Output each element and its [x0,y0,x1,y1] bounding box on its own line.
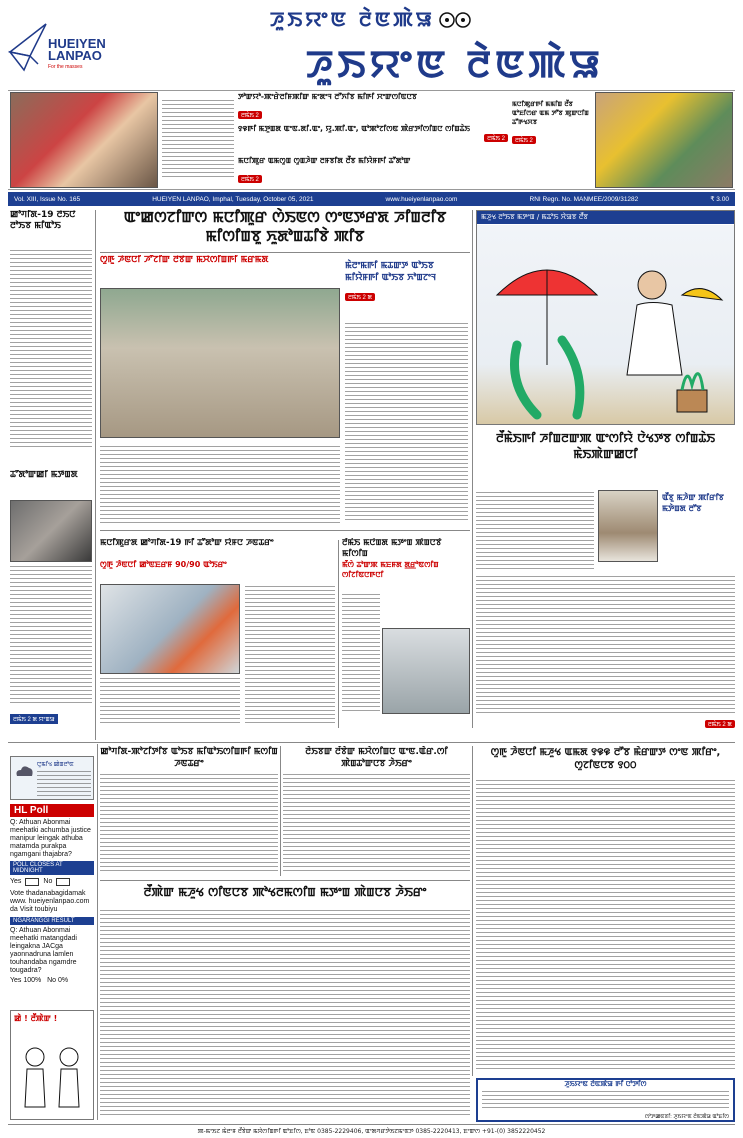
tagline: For the masses [48,64,83,70]
right-story-headline[interactable]: ꯂꯩꯃꯥꯏꯒꯤ ꯍꯤꯡꯂꯛꯄ ꯑꯦꯁꯤꯌꯥ ꯅꯥꯠꯇꯕ ꯁꯤꯡꯊꯥꯏ ꯃꯥꯏꯄꯥꯛꯀꯅꯤ [495,431,716,461]
poll-result-title: NGARANGGI RESULT [10,917,94,925]
poll-results [10,977,94,985]
poll-options [10,878,94,886]
bottom-story-3 [476,746,735,1076]
poll-no-label: No [43,878,53,885]
poll-closes: POLL CLOSES AT MIDNIGHT [10,861,94,875]
weather-cloud-icon [13,760,35,782]
lead-photo [100,288,340,438]
notice-box [476,1078,735,1122]
lead-side-box [345,260,470,320]
right-story-jump[interactable]: ꯂꯃꯥꯏ 2 ꯗ [705,720,735,728]
poll-result-question: Q: Athuan Abonmai meehatki matangdadi leingakna JACga yaonnadruna lamlen touhandaba ngamdre tougadra? [10,927,77,974]
bottom-story-2 [283,746,470,878]
top-stories [238,92,508,188]
top-right-photo [595,92,733,188]
poll-yes-label: Yes [10,878,22,885]
result-yes-pct: 100% [23,977,42,984]
left-photo [10,500,92,562]
left-jump[interactable]: ꯂꯃꯥꯏ 2 ꯗ ꯌꯦꯡꯎ [10,714,58,724]
bottom-left-cartoon [10,1010,94,1120]
middle-story-1-headline[interactable]: ꯃꯅꯤꯄꯨꯔꯗ ꯀꯣꯚꯤꯗ-19 ꯒꯤ ꯊꯧꯗꯣꯛ ꯌꯥꯝꯅ ꯍꯟꯊꯔꯦ [100,538,274,548]
top-right-story [512,100,592,184]
top-right-story-text[interactable]: ꯃꯅꯤꯄꯨꯔꯒꯤ ꯃꯃꯤꯡ ꯂꯩꯕ ꯑꯣꯐꯤꯁꯔ ꯑꯃ ꯇꯧꯕ ꯄꯨꯛꯅꯤꯡ ꯊꯧꯒꯠꯆꯕ [512,100,589,126]
bottom-left-title: ꯀꯥ ! ꯂꯩꯄꯥꯛ ! [14,1014,58,1023]
drone-photo [382,628,470,714]
middle-story-2-headline[interactable]: ꯂꯩꯃꯥꯏ ꯃꯅꯥꯡꯗ ꯃꯇꯦꯡ ꯄꯥꯡꯅꯕꯥ ꯃꯤꯁꯤꯡ [342,538,442,559]
col-divider-2 [472,210,473,728]
page-footer: ꯄ-ꯃꯦꯏꯖ ꯃꯥꯂꯦꯝ ꯂꯩꯕꯥꯛ ꯃꯆꯥꯁꯤꯡꯒꯤ ꯑꯣꯐꯤꯁ, ꯐꯣꯟ 0385-2229406, ꯑꯦꯗꯚꯔꯇꯥꯏꯖꯃꯦꯟꯇ 0385-2220413, ꯐꯦꯛꯁ +91-(0) 3852220452 [8,1124,735,1136]
bottom-cartoon-drawing [13,1027,93,1117]
top-story-2[interactable]: ꯱꯶ꯒꯤ ꯃꯇꯨꯡꯗ ꯑꯦꯟ.ꯗꯤ.ꯑꯦ, ꯌꯨ.ꯄꯤ.ꯑꯦ, ꯑꯣꯄꯣꯖꯤꯁꯟ ꯄꯥꯔꯇꯤꯁꯤꯡꯅ ꯁꯤꯡꯊꯥꯏ [238,124,470,133]
weather-title: ꯅꯨꯃꯤꯠ ꯀꯥꯡꯂꯣꯟ [37,762,74,768]
poll-vote-text[interactable]: Vote thadanabagidamak www. hueiyenlanpao.com da Visit toubiyu [10,890,90,913]
lower-lead-headline[interactable]: ꯂꯩꯄꯥꯛ ꯃꯍꯨꯠ ꯁꯤꯟꯅꯕ ꯄꯣꯠꯂꯃꯁꯤꯡ ꯃꯇꯦꯡ ꯄꯥꯡꯅꯕ ꯍꯥꯏꯔꯦ [143,885,427,899]
middle-story-2-sub: ꯃꯩꯁꯥ ꯊꯣꯛꯄ ꯃꯐꯝꯗ ꯗ꯭ꯔꯣꯟꯁꯤꯡ ꯁꯤꯖꯤꯟꯅꯒꯅꯤ [342,560,439,579]
dateline-center: HUEIYEN LANPAO, Imphal, Tuesday, October 05, 2021 [152,195,314,203]
top-left-caption [162,100,234,182]
hueiyen-lanpao-logo [8,18,133,80]
col-divider-5 [280,746,281,876]
cartoon-box [476,210,735,425]
cartoon-title: ꯃꯍꯨꯠ ꯂꯣꯏꯕ ꯃꯇꯦꯡ / ꯃꯊꯣꯏ ꯆꯥꯎꯕ ꯂꯩꯕ [477,211,734,224]
result-no-pct: 0% [58,977,69,984]
volume-issue: Vol. XIII, Issue No. 165 [14,195,81,203]
top-story-2-jump[interactable]: ꯂꯃꯥꯏ 2 [484,134,508,142]
masthead-face-icon [438,8,472,32]
lower-lead [100,884,470,1120]
english-name: HUEIYEN LANPAO [48,36,106,63]
cartoon-drawing [477,225,734,424]
masthead-top-title: ꯍꯨꯏꯌꯦꯟ ꯂꯥꯟꯄꯥꯎ [270,6,435,31]
dateline-bar [8,192,735,206]
notice-footer: ꯁꯣꯇꯀꯟꯕꯤ: ꯍꯨꯏꯌꯦꯟ ꯂꯥꯟꯄꯥꯎ ꯑꯣꯐꯤꯁ [644,1114,729,1120]
col-divider-4 [97,744,98,1120]
rni-number: RNI Regn. No. MANMEE/2009/31282 [529,195,639,203]
bottom-story-1 [100,746,278,878]
top-story-3-jump[interactable]: ꯂꯃꯥꯏ 2 [238,175,262,183]
result-no-label: No [47,977,57,984]
right-story [476,430,735,730]
middle-story-1-sub: ꯁꯨꯒꯨ ꯍꯥꯟꯅꯤ ꯀꯣꯟꯐꯔꯝ 90/90 ꯑꯣꯏꯔꯦ [100,560,227,569]
price: ₹ 3.00 [710,196,729,203]
poll-question: Q: Athuan Abonmai meehatki achumba justice manipur leingak athuba matamda purakpa ngamgani thajabra? [10,819,91,858]
weather-box [10,756,94,800]
lead-side-box-text[interactable]: ꯃꯥꯂꯦꯃꯒꯤ ꯃꯊꯛꯇ ꯑꯣꯏꯕ ꯃꯤꯌꯥꯝꯒꯤ ꯑꯣꯏꯕ ꯈꯣꯡꯖꯦꯜ [345,261,437,283]
left-column [10,210,92,740]
website[interactable]: www.hueiyenlanpao.com [385,195,458,203]
top-story-1[interactable]: ꯇꯣꯛꯌꯣ-ꯄꯦꯔꯥꯂꯤꯝꯄꯤꯛ ꯃꯦꯗꯦꯜ ꯂꯧꯈꯤꯕ ꯃꯤꯒꯤ ꯆꯦꯛꯁꯤꯟꯅꯕ [238,92,417,101]
right-story-quote: ꯑꯩꯕꯨ ꯃꯍꯥꯛ ꯄꯤꯔꯤꯕ ꯃꯇꯥꯡꯗ ꯂꯧꯕ [662,493,724,513]
poll-no-box[interactable] [56,878,70,886]
result-yes-label: Yes [10,977,22,984]
bottom-story-3-headline[interactable]: ꯁꯨꯒꯨ ꯍꯥꯟꯅꯤ ꯃꯍꯨꯠ ꯑꯃꯗ ꯱꯶꯶ ꯂꯧꯕ ꯃꯥꯔꯛꯇ ꯁꯦꯟ ꯄꯤꯔꯦ, ꯁꯨꯖꯤꯟꯅꯕ ꯱꯰꯰ [490,747,721,771]
col-divider-3 [338,540,339,728]
lead-subheadline: ꯁꯨꯒꯨ ꯍꯥꯟꯅꯤ ꯍꯧꯖꯤꯛ ꯂꯩꯕꯥꯛ ꯃꯆꯥꯁꯤꯡꯒꯤ ꯃꯔꯃꯗ [100,255,269,265]
middle-story-1 [100,538,335,728]
left-headline-2[interactable]: ꯊꯧꯗꯣꯛꯀꯤ ꯃꯇꯥꯡꯗ [10,470,78,480]
poll-yes-box[interactable] [25,878,39,886]
lead-headline[interactable]: ꯑꯦꯀꯁꯖꯤꯛꯁ ꯃꯅꯤꯄꯨꯔ ꯁꯥꯏꯟꯁ ꯁꯦꯟꯇꯔꯗ ꯍꯤꯡꯂꯤꯕ ꯃꯤꯁꯤꯡꯕꯨ ꯈꯨꯗꯣꯡꯊꯤꯕꯥ ꯄꯤꯕ [123,208,447,245]
middle-story-2 [342,538,470,728]
notice-title: ꯍꯨꯏꯌꯦꯟ ꯂꯥꯟꯄꯥꯎ ꯒꯤ ꯅꯣꯇꯤꯁ [564,1080,647,1088]
bottom-story-1-headline[interactable]: ꯀꯣꯚꯤꯗ-ꯄꯣꯖꯤꯇꯤꯕ ꯑꯣꯏꯕ ꯃꯤꯑꯣꯏꯁꯤꯡꯒꯤ ꯃꯁꯤꯡ ꯍꯟꯊꯔꯦ [100,747,278,769]
col-divider-1 [95,210,96,740]
masthead-top [270,4,730,34]
top-right-story-jump[interactable]: ꯂꯃꯥꯏ 2 [512,136,536,144]
masthead-main-title: ꯍꯨꯏꯌꯦꯟ ꯂꯥꯟꯄꯥꯎ [306,41,604,86]
row-divider [8,742,735,743]
col-divider-6 [472,746,473,1076]
top-story-1-jump[interactable]: ꯂꯃꯥꯏ 2 [238,111,262,119]
left-headline-1[interactable]: ꯀꯣꯚꯤꯗ-19 ꯂꯥꯏꯅꯥ ꯂꯣꯏꯕ ꯃꯤꯑꯣꯏ [10,210,76,231]
lead-side-box-jump[interactable]: ꯂꯃꯥꯏ 2 ꯗ [345,293,375,301]
top-story-3[interactable]: ꯃꯅꯤꯄꯨꯔ ꯑꯃꯁꯨꯡ ꯁꯨꯡꯍꯥꯛ ꯂꯝꯕꯤꯗ ꯂꯩꯕ ꯃꯤꯌꯥꯝꯒꯤ ꯊꯧꯗꯣꯛ [238,156,411,165]
top-left-photo [10,92,158,188]
masthead-title [175,40,735,86]
paper-bird-icon [8,22,48,72]
poll-title: HL Poll [10,804,94,817]
bottom-story-2-headline[interactable]: ꯂꯥꯏꯕꯛ ꯂꯩꯕꯥꯛ ꯃꯆꯥꯁꯤꯡꯅ ꯑꯦꯟ.ꯑꯥꯔ.ꯁꯤ ꯄꯥꯡꯊꯣꯛꯅꯕ ꯍꯥꯏꯔꯦ [305,747,448,769]
lower-divider [100,880,470,881]
middle-story-1-photo [100,584,240,674]
right-story-photo [598,490,658,562]
cartoon-image [477,225,734,424]
